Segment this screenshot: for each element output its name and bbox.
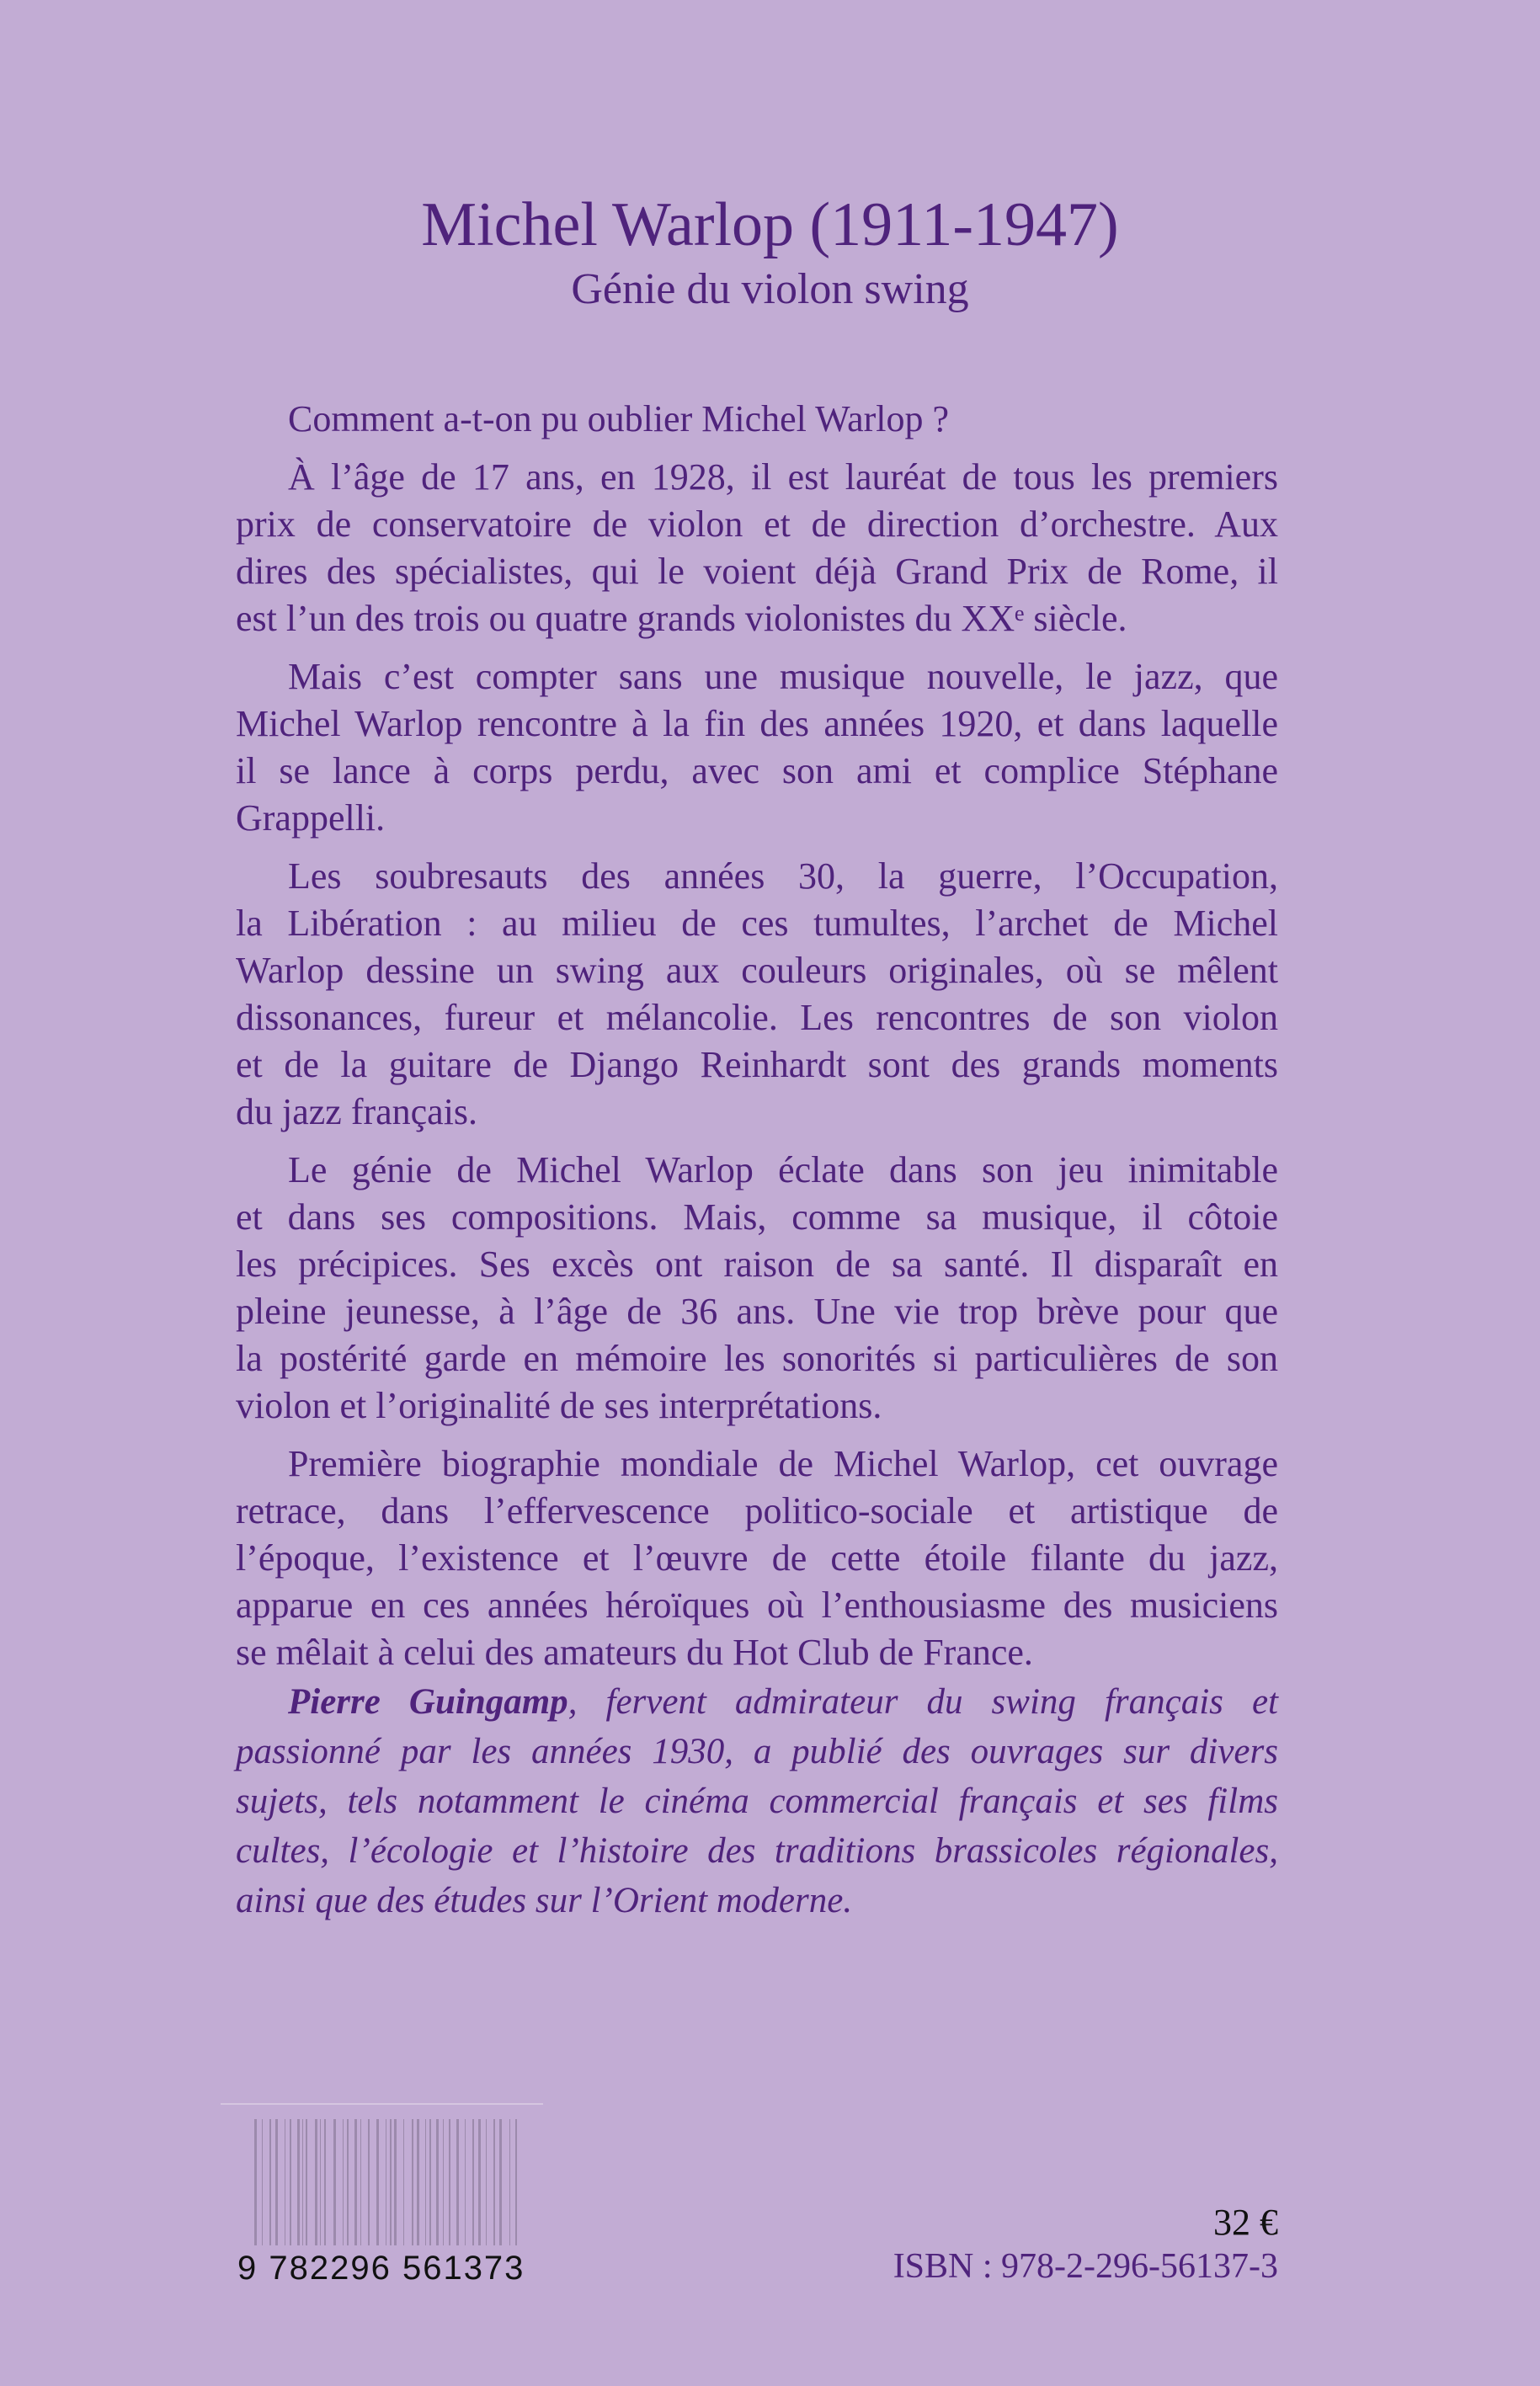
text-line: Warlop dessine un swing aux couleurs originales, où se mêlent bbox=[236, 950, 1278, 991]
text-line: Première biographie mondiale de Michel Warlop, cet ouvrage bbox=[288, 1443, 1278, 1484]
paragraph bbox=[236, 853, 1278, 1136]
barcode-bar bbox=[515, 2119, 517, 2245]
barcode-bar bbox=[333, 2119, 336, 2245]
text-line: À l’âge de 17 ans, en 1928, il est lauréat de tous les premiers bbox=[288, 456, 1278, 498]
barcode-bar bbox=[486, 2119, 487, 2245]
divider bbox=[221, 2103, 543, 2105]
text-line: Le génie de Michel Warlop éclate dans son jeu inimitable bbox=[288, 1149, 1278, 1190]
barcode-bar bbox=[262, 2119, 263, 2245]
barcode-bar bbox=[354, 2119, 357, 2245]
barcode-bar bbox=[360, 2119, 361, 2245]
text-line: pleine jeunesse, à l’âge de 36 ans. Une vie trop brève pour que bbox=[236, 1291, 1278, 1332]
text-line: se mêlait à celui des amateurs du Hot Club de France. bbox=[236, 1632, 1033, 1673]
barcode-bar bbox=[403, 2119, 404, 2245]
paragraph bbox=[236, 653, 1278, 842]
barcode-bar bbox=[297, 2119, 300, 2245]
barcode-digits: 9 782296 561373 bbox=[237, 2250, 525, 2287]
text-line: Mais c’est compter sans une musique nouvelle, le jazz, que bbox=[288, 656, 1278, 697]
text-line: les précipices. Ses excès ont raison de sa santé. Il disparaît en bbox=[236, 1244, 1278, 1285]
barcode-bar bbox=[390, 2119, 392, 2245]
text-line: et de la guitare de Django Reinhardt sont des grands moments bbox=[236, 1044, 1278, 1085]
barcode-bar bbox=[465, 2119, 466, 2245]
text-line: Comment a-t-on pu oublier Michel Warlop ? bbox=[288, 398, 950, 439]
text-line: il se lance à corps perdu, avec son ami et complice Stéphane bbox=[236, 750, 1278, 791]
author-name: Pierre Guingamp bbox=[288, 1682, 568, 1722]
text-line: dires des spécialistes, qui le voient déjà Grand Prix de Rome, il bbox=[236, 551, 1278, 592]
barcode-bar bbox=[290, 2119, 291, 2245]
barcode-bar bbox=[343, 2119, 344, 2245]
barcode-bar bbox=[417, 2119, 419, 2245]
barcode-bar bbox=[436, 2119, 439, 2245]
barcode-bar bbox=[509, 2119, 510, 2245]
barcode-bar bbox=[456, 2119, 459, 2245]
text-line: violon et l’originalité de ses interprétations. bbox=[236, 1385, 882, 1426]
bio-line: cultes, l’écologie et l’histoire des traditions brassicoles régionales, bbox=[236, 1831, 1278, 1871]
barcode-bar bbox=[315, 2119, 317, 2245]
barcode-bar bbox=[324, 2119, 326, 2245]
blurb-text bbox=[236, 396, 1278, 1687]
author-bio bbox=[236, 1677, 1278, 1925]
barcode-bar bbox=[275, 2119, 278, 2245]
barcode-bar bbox=[347, 2119, 349, 2245]
paragraph bbox=[236, 1147, 1278, 1430]
text-line: apparue en ces années héroïques où l’enthousiasme des musiciens bbox=[236, 1584, 1278, 1626]
text-line: Grappelli. bbox=[236, 797, 386, 839]
text-line: du jazz français. bbox=[236, 1091, 478, 1132]
text-line: Michel Warlop rencontre à la fin des années 1920, et dans laquelle bbox=[236, 703, 1278, 744]
bio-line: passionné par les années 1930, a publié des ouvrages sur divers bbox=[236, 1732, 1278, 1771]
barcode-bar bbox=[412, 2119, 413, 2245]
barcode-bar bbox=[449, 2119, 450, 2245]
isbn: ISBN : 978-2-296-56137-3 bbox=[893, 2247, 1278, 2286]
barcode-bar bbox=[425, 2119, 426, 2245]
text-line: retrace, dans l’effervescence politico-sociale et artistique de bbox=[236, 1490, 1278, 1531]
book-title: Michel Warlop (1911-1947) bbox=[421, 190, 1119, 259]
barcode-bar bbox=[394, 2119, 397, 2245]
text-line: la Libération : au milieu de ces tumultes, l’archet de Michel bbox=[236, 903, 1278, 944]
paragraph bbox=[236, 396, 1278, 443]
barcode-bar bbox=[306, 2119, 307, 2245]
text-line: Les soubresauts des années 30, la guerre, l’Occupation, bbox=[288, 855, 1278, 897]
barcode-bar bbox=[499, 2119, 502, 2245]
barcode-bar bbox=[269, 2119, 271, 2245]
text-line: prix de conservatoire de violon et de direction d’orchestre. Aux bbox=[236, 503, 1278, 545]
barcode-bar bbox=[302, 2119, 303, 2245]
barcode-bar bbox=[493, 2119, 495, 2245]
barcode-bar bbox=[376, 2119, 379, 2245]
barcode-bar bbox=[320, 2119, 321, 2245]
book-subtitle: Génie du violon swing bbox=[571, 265, 969, 313]
barcode-bar bbox=[478, 2119, 481, 2245]
barcode-bar bbox=[368, 2119, 370, 2245]
price: 32 € bbox=[1213, 2202, 1278, 2243]
paragraph bbox=[236, 454, 1278, 642]
text-line: l’époque, l’existence et l’œuvre de cette étoile filante du jazz, bbox=[236, 1537, 1278, 1579]
paragraph bbox=[236, 1441, 1278, 1676]
bio-line: Pierre Guingamp, fervent admirateur du swing français et bbox=[288, 1682, 1278, 1722]
barcode-bar bbox=[443, 2119, 444, 2245]
barcode bbox=[254, 2119, 525, 2245]
bio-line: ainsi que des études sur l’Orient moderne. bbox=[236, 1881, 853, 1920]
barcode-bar bbox=[429, 2119, 431, 2245]
text-line: et dans ses compositions. Mais, comme sa musique, il côtoie bbox=[236, 1196, 1278, 1238]
bio-line: sujets, tels notamment le cinéma commercial français et ses films bbox=[236, 1782, 1278, 1821]
text-line: la postérité garde en mémoire les sonorités si particulières de son bbox=[236, 1338, 1278, 1379]
barcode-bar bbox=[254, 2119, 257, 2245]
text-line: dissonances, fureur et mélancolie. Les rencontres de son violon bbox=[236, 997, 1278, 1038]
text-line: est l’un des trois ou quatre grands violonistes du XXᵉ siècle. bbox=[236, 598, 1127, 639]
barcode-bar bbox=[472, 2119, 474, 2245]
